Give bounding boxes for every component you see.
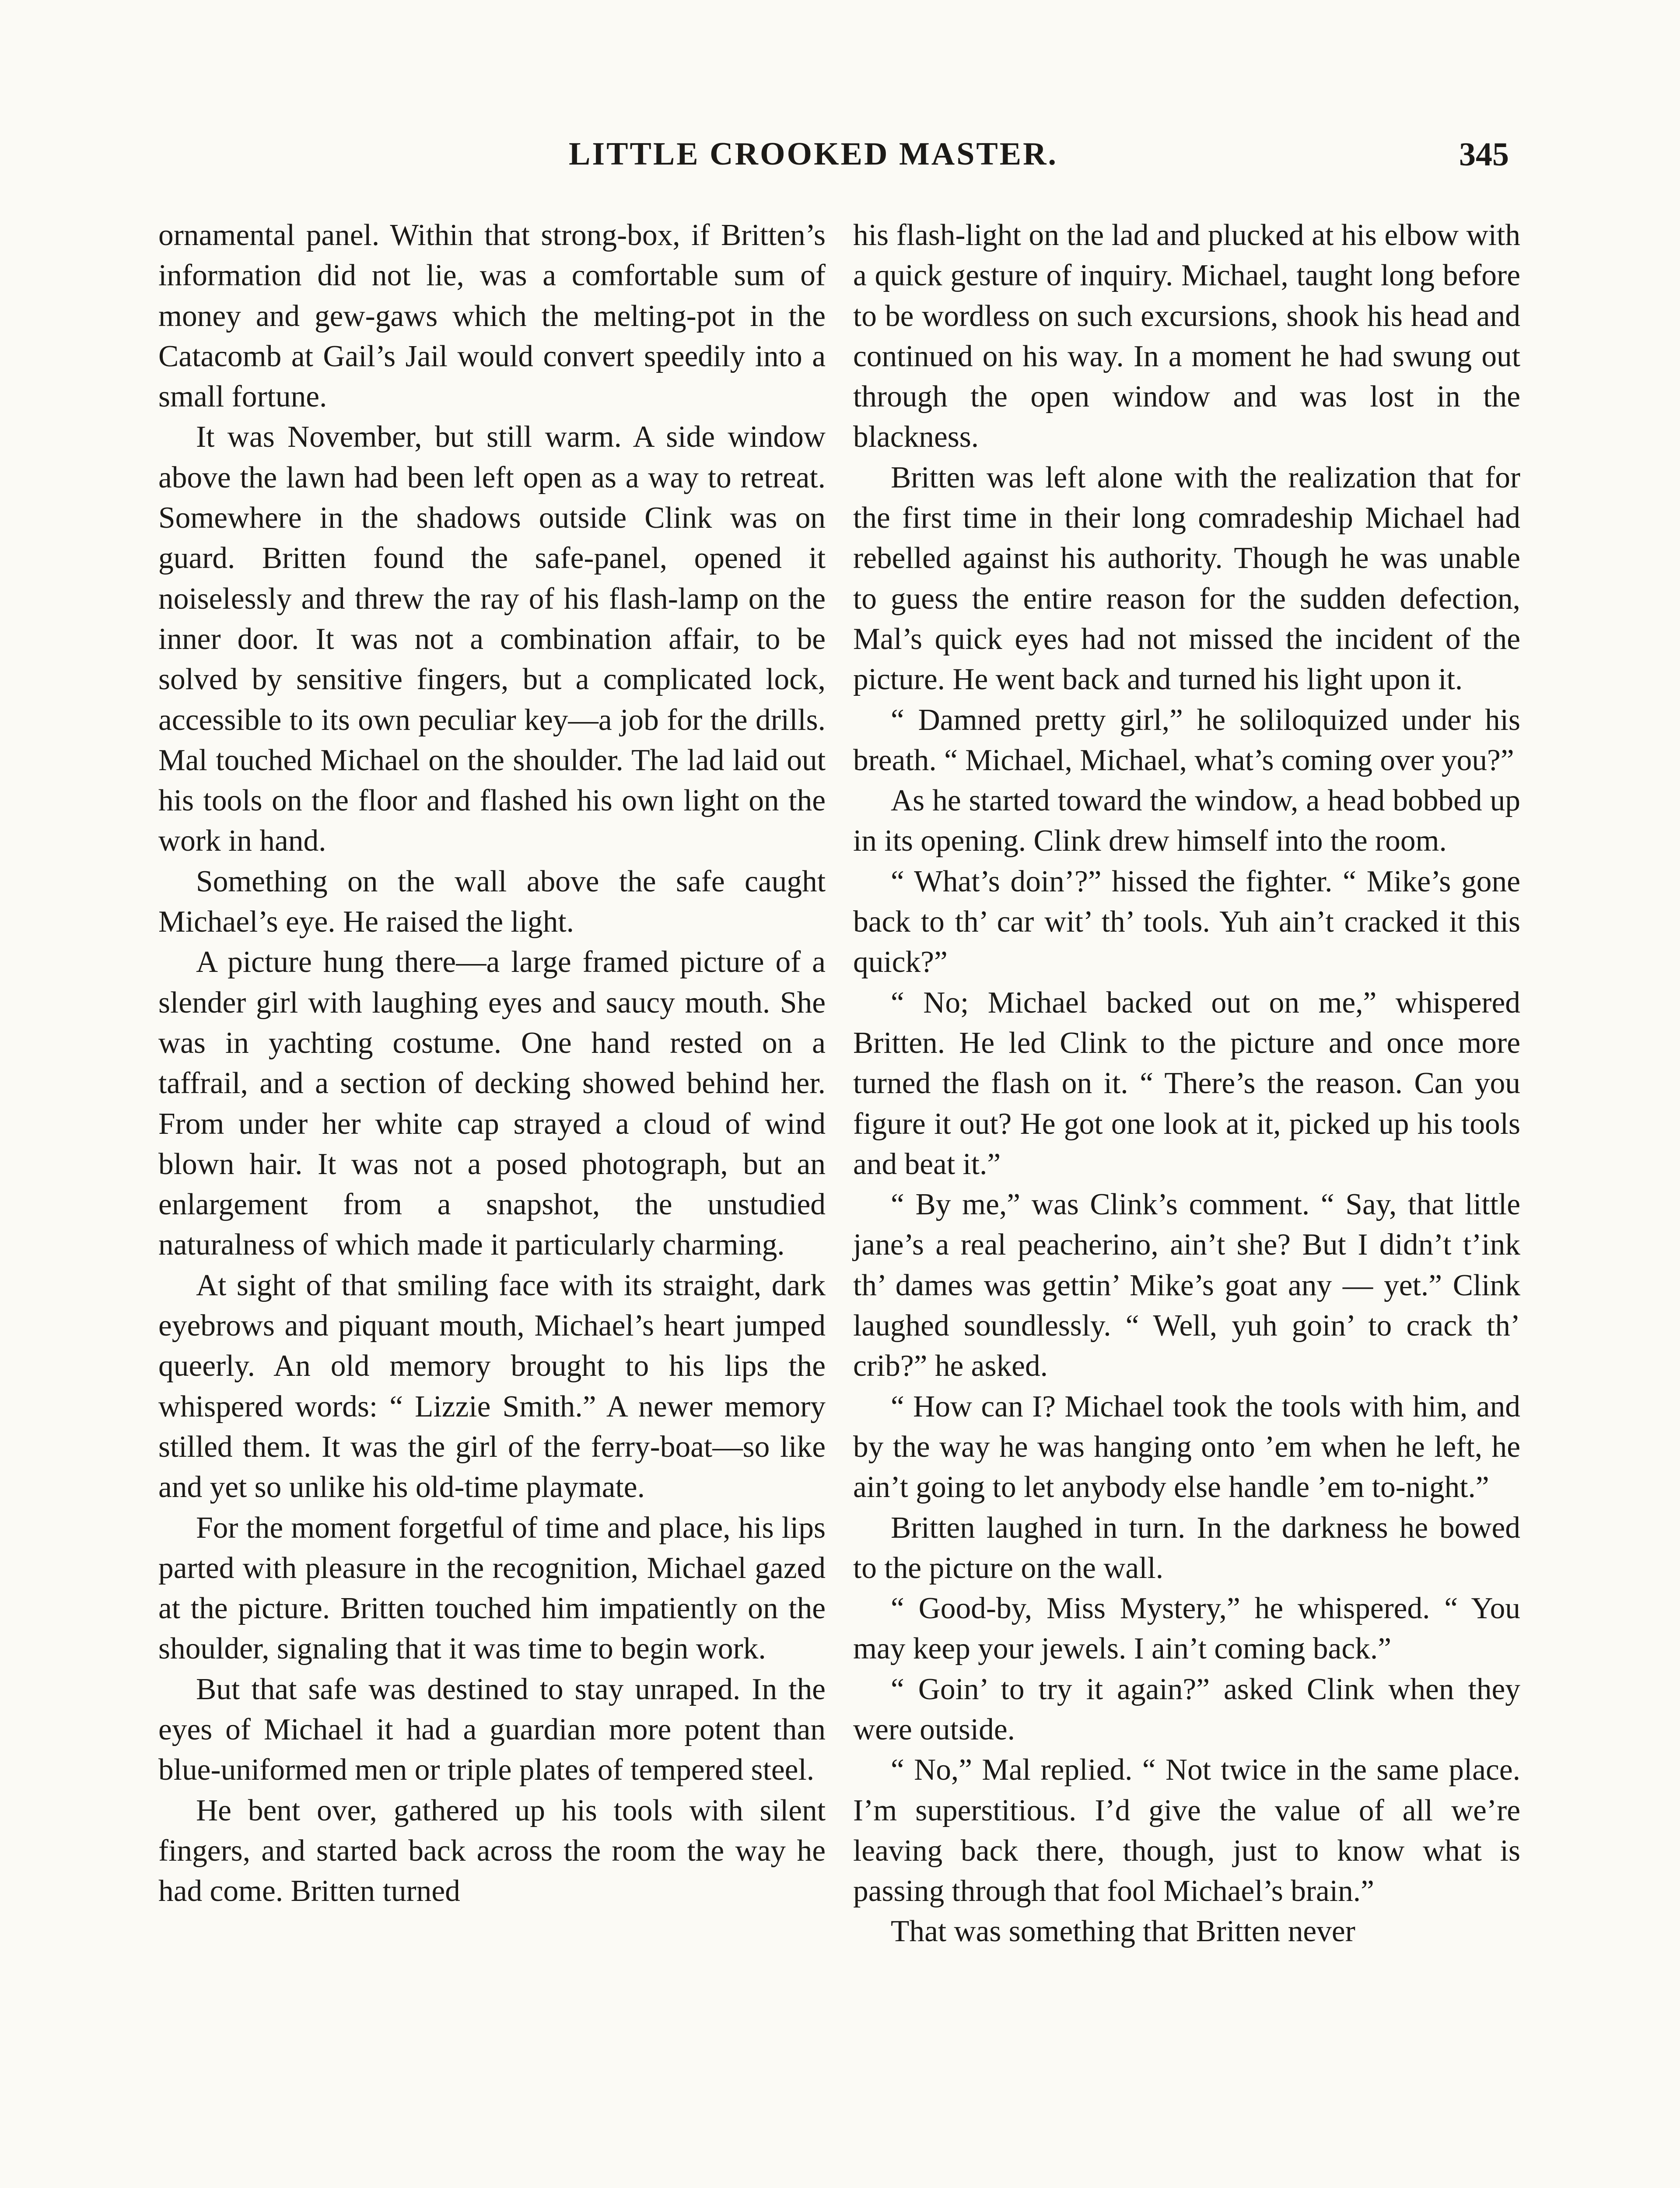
paragraph: “ Good-by, Miss Mystery,” he whispered. “ You may keep your jewels. I ain’t coming back.” — [853, 1592, 1520, 1666]
page-number: 345 — [1459, 136, 1509, 173]
paragraph: At sight of that smiling face with its straight, dark eyebrows and piquant mouth, Michael’s heart jumped queerly. An old memory brought to his lips the whispered words: “ Lizzie Smith.” A newer memory stilled them. It was the girl of the ferry-boat—so like and yet so unlike his old-time playmate. — [158, 1268, 826, 1504]
paragraph: As he started toward the window, a head bobbed up in its opening. Clink drew himself into the room. — [853, 784, 1520, 858]
paragraph: Britten laughed in turn. In the darkness he bowed to the picture on the wall. — [853, 1511, 1520, 1585]
paragraph: “ What’s doin’?” hissed the fighter. “ Mike’s gone back to th’ car wit’ th’ tools. Yuh ain’t cracked it this quick?” — [853, 864, 1520, 979]
paragraph: But that safe was destined to stay unraped. In the eyes of Michael it had a guardian more potent than blue-uniformed men or triple plates of tempered steel. — [158, 1672, 826, 1787]
paragraph: A picture hung there—a large framed picture of a slender girl with laughing eyes and saucy mouth. She was in yachting costume. One hand rested on a taffrail, and a section of decking showed behind her. From under her white cap strayed a cloud of wind blown hair. It was not a posed photograph, but an enlargement from a snapshot, the unstudied naturalness of which made it particularly charming. — [158, 945, 826, 1262]
paragraph: “ Goin’ to try it again?” asked Clink when they were outside. — [853, 1672, 1520, 1746]
paragraph: “ How can I? Michael took the tools with him, and by the way he was hanging onto ’em when he left, he ain’t going to let anybody else handle ’em to-night.” — [853, 1389, 1520, 1504]
paragraph: “ No,” Mal replied. “ Not twice in the same place. I’m superstitious. I’d give the value of all we’re leaving back there, though, just to know what is passing through that fool Michael’s brain.” — [853, 1753, 1520, 1908]
paragraph: “ Damned pretty girl,” he soliloquized under his breath. “ Michael, Michael, what’s coming over you?” — [853, 703, 1520, 777]
paragraph: It was November, but still warm. A side window above the lawn had been left open as a way to retreat. Somewhere in the shadows outside Clink was on guard. Britten found the safe-panel, opened it noiselessly and threw the ray of his flash-lamp on the inner door. It was not a combination affair, to be solved by sensitive fingers, but a complicated lock, accessible to its own peculiar key—a job for the drills. Mal touched Michael on the shoulder. The lad laid out his tools on the floor and flashed his own light on the work in hand. — [158, 420, 826, 858]
paragraph: “ By me,” was Clink’s comment. “ Say, that little jane’s a real peacherino, ain’t she? But I didn’t t’ink th’ dames was gettin’ Mike’s goat any — yet.” Clink laughed soundlessly. “ Well, yuh goin’ to crack th’ crib?” he asked. — [853, 1188, 1520, 1383]
left-column — [158, 215, 826, 1911]
paragraph: For the moment forgetful of time and place, his lips parted with pleasure in the recognition, Michael gazed at the picture. Britten touched him impatiently on the shoulder, signaling that it was time to begin work. — [158, 1511, 826, 1666]
paragraph: Britten was left alone with the realization that for the first time in their long comradeship Michael had rebelled against his authority. Though he was unable to guess the entire reason for the sudden defection, Mal’s quick eyes had not missed the incident of the picture. He went back and turned his light upon it. — [853, 460, 1520, 697]
paragraph: ornamental panel. Within that strong-box, if Britten’s information did not lie, was a comfortable sum of money and gew-gaws which the melting-pot in the Catacomb at Gail’s Jail would convert speedily into a small fortune. — [158, 218, 826, 414]
right-column — [853, 215, 1520, 1952]
paragraph: “ No; Michael backed out on me,” whispered Britten. He led Clink to the picture and once more turned the flash on it. “ There’s the reason. Can you figure it out? He got one look at it, picked up his tools and beat it.” — [853, 985, 1520, 1181]
running-head-title: LITTLE CROOKED MASTER. — [569, 136, 1058, 172]
paragraph: Something on the wall above the safe caught Michael’s eye. He raised the light. — [158, 864, 826, 939]
paragraph: That was something that Britten never — [891, 1914, 1355, 1949]
paragraph: his flash-light on the lad and plucked at his elbow with a quick gesture of inquiry. Michael, taught long before to be wordless on such excursions, shook his head and continued on his way. In a moment he had swung out through the open window and was lost in the blackness. — [853, 218, 1520, 454]
paragraph: He bent over, gathered up his tools with silent fingers, and started back across the room the way he had come. Britten turned — [158, 1793, 826, 1908]
